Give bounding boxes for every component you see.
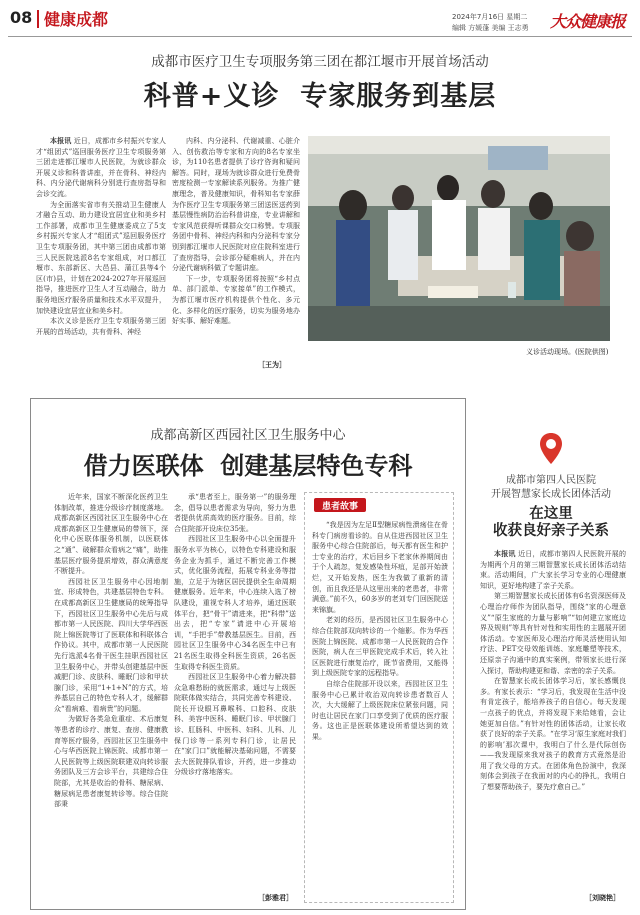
issue-editors: 编辑 方媛蓬 美编 王志勇	[452, 24, 529, 32]
patient-story-paragraph: 自综合住院部开设以来，西园社区卫生服务中心已累计收治双向转诊患者数百人次，大大缓解了上级医院床位紧张问题，同时也让居民在家门口享受到了优质的医疗服务。这也正是医联体建设所希望达到的效果。	[312, 679, 448, 741]
map-pin-icon	[538, 432, 564, 466]
article3-byline: ［刘晓艳］	[585, 893, 620, 902]
article3-paragraph: 近日，成都市第四人民医院开展的为期两个月的第三期智慧家长成长团体活动结束。活动期间，广大家长学习专业的心理健康知识，更好地构建了亲子关系。	[480, 550, 626, 590]
article2-paragraph: 西园社区卫生服务中心着力解决群众急难愁盼的就医需求，通过与上级医院联体做实结合，共同完善专科建设、院长开设眼耳鼻喉科、口腔科、皮肤科、美容中医科、睡眠门诊、甲状腺门诊、肛肠科、中医科、妇科、儿科、儿保门诊等一系列专科门诊，让居民在“家门口”就能解决基础问题，不需要去大医院排队看诊，开药，进一步推动分级诊疗落地落实。	[174, 673, 296, 777]
header-rule	[8, 36, 632, 37]
article1-title: 科普+义诊 专家服务到基层	[143, 81, 497, 112]
article2-paragraph: 西园社区卫生服务中心因地制宜、形成特色，共建基层特色专科。在成都高新区卫生健康局的统筹指导下，西园社区卫生服务中心先后与成都市第一人民医院、四川大学华西医院上锦医院等订了医联体和科联体合作协议。其中，成都市第一人民医院先行选派4名骨干医生挂职西园社区卫生服务中心，并带头创建基层中医减肥门诊、皮肤科、睡眠门诊和甲状腺门诊，采用“1+1+N”的方式，培养基层自己的特色专科人才，缓解群众“看病难、看病贵”的问题。	[54, 577, 168, 713]
article1-paragraph: 为全面落实省市有关推动卫生健康人才融合互动、助力建设宜居宜业和美乡村工作部署，成都市卫生健康委成立了5支乡村振兴专家人才“组团式”巡回服务医疗卫生专项服务团，其中第三团由成都市第三人民医院选派8名专家组成，对口都江堰市、东部新区、大邑县、蒲江县等4个区(市)县，计划在2024-2027年开展巡回指导，推进医疗卫生人才互动融合，助力服务地医疗服务质量和技术水平双提升，加快建设宜居宜业和美乡村。	[36, 200, 166, 315]
article2-column2	[174, 492, 296, 892]
article3-paragraph: 第三期智慧家长成长团体有6名资深医师及心理治疗师作为团队指导，围绕“家的心理意义”“原生家庭的力量与影响”“如何建立家庭边界及规则”等具有针对性和实用性的主题展开团体活动。专家医师及心理治疗师灵活使用认知疗法、PET交母效能训练、家庭雕塑等技术，还原亲子沟通中的真实案例，带领家长进行深入探讨，帮助构建更和谐、亲密的亲子关系。	[480, 592, 626, 675]
article2-paragraph: 承“患者至上，服务第一”的服务理念，倡导以患者需求为导向，努力为患者提供优质高效的医疗服务。目前，综合住院部开设床位35张。	[174, 493, 296, 533]
masthead-logo: 大众健康报	[550, 12, 626, 31]
article2-kicker: 成都高新区西园社区卫生服务中心	[150, 428, 346, 443]
article3-paragraph: 在智慧家长成长团体学习后，家长感慨良多。有家长表示：“学习后，我发现在生活中没有肯定孩子，能培养孩子的自信心。每天发现一点孩子的优点，并将发现下来给她看，会让她更加自信。”有针对性的团体活动，让家长收获了良好的亲子关系。“在学习‘原生家庭对我们的影响’那次课中，我明白了什么是代际创伤——我发现原来我对孩子的教育方式竟然是沿用了我父母的方式。在团体角色扮演中，我深刻体会到孩子在我面对的内心的挣扎，我明白了想要帮助孩子，要先疗愈自己。”	[480, 677, 626, 792]
article1-paragraph: 内科、内分泌科、代谢减重、心脏介入、创伤救治等专家和方向的8名专家坐诊，为110名患者提供了诊疗咨询和疑问解答。同时，现场为就诊群众进行免费骨密度检测一专家解读系列服务。为推广健康理念，普及健康知识，骨科知名专家薛为作医疗卫生专项服务第三团送医送药到基层慢性病防治治科普讲座，专业讲解和专家风范获得听课群众交口称赞。专项服务团中骨科、神经内科和内分泌科专家分别到都江堰市人民医院对应住院科室进行了查房指导，会诊部分疑难病人，并在内分泌代谢病科做了专题讲座。	[172, 137, 300, 273]
article2-paragraph: 近年来，国家不断深化医药卫生体制改革，推进分级诊疗制度落地。成都高新区西园社区卫生服务中心在成都高新区卫生健康局的带领下，深化中心医联体服务机制，以医联体之“通”、破解群众看病之“痛”，助推基层医疗服务提质增效，群众满意度不断提升。	[54, 493, 168, 576]
section-name: 健康成都	[44, 10, 109, 29]
header-divider	[37, 10, 39, 28]
article3-title: 在这里 收获良好亲子关系	[493, 505, 609, 539]
article2-paragraph: 西园社区卫生服务中心以全面提升服务水平为核心，以特色专科建设和服务企业为抓手，通过不断完善工作模式，优化服务流程，拓展专科业务等措施，立足于为辖区居民提供全生命周期健康服务。近年来，中心连续入选了榜队建设，重视专科人才培养，通过医联体平台，把“骨干”请进来，把“科带”送出去，把“专家”请进中心开展培训，“手把手”带教基层医生。目前，西园社区卫生服务中心34名医生中已有21名医生取得全科医生资质，26名医生取得专科医生资质。	[174, 535, 296, 671]
article2-byline: ［彭雅君］	[258, 893, 293, 902]
article1-photo-caption: 义诊活动现场。(医院供图)	[526, 348, 609, 356]
article3-lead: 本报讯	[494, 549, 516, 558]
article1-byline: ［王为］	[258, 360, 286, 369]
article1-column2	[172, 136, 300, 364]
article1-photo	[308, 136, 610, 341]
patient-story-text	[312, 520, 448, 898]
patient-story-paragraph: 老刘的经历，是西园社区卫生服务中心综合住院部双向转诊的一个缩影。作为华西医院上锦医院、成都市第一人民医院的合作医院，病人在三甲医院完成手术后，转入社区医院进行康复治疗，既节省费用，又能得到上级医院专家的远程指导。	[312, 616, 448, 678]
article1-paragraph: 本次义诊是医疗卫生专项服务第三团开展的首场活动，共有骨科、神经	[36, 317, 166, 336]
article1-paragraph: 近日，成都市乡村振兴专家人才“组团式”巡回服务医疗卫生专项服务第三团走进都江堰市人民医院，为就诊群众开展义诊和科普讲座，并在骨科、神经内科、内分泌代谢病科分别进行查房指导和会诊交流。	[36, 137, 166, 198]
article2-column1	[54, 492, 168, 902]
page-number: 08	[10, 8, 33, 27]
patient-story-paragraph: “我是因为左足Ⅱ型糖尿病性溃疡住在骨科专门病房看诊的。自从住进西园社区卫生服务中心综合住院部后，每天都有医生和护士专业的治疗，术后回乡下老家休养期间由于个人疏忽，复发感染性坏疽，足部开始溃烂，又开始发热，医生为我做了重新的清创，而且我还是从这里出来的老患者，非常满意。”前不久，60多岁的老刘专门回医院送来锦旗。	[312, 521, 448, 614]
article1-paragraph: 下一步，专项服务团将按照“乡村点单、部门派单、专家接单”的工作模式，为都江堰市医疗机构提供个性化、多元化、多样化的医疗服务，切实为服务地办好实事、解好难题。	[172, 274, 300, 326]
article1-kicker: 成都市医疗卫生专项服务第三团在都江堰市开展首场活动	[151, 54, 489, 70]
clinic-photo-illustration	[308, 136, 610, 341]
issue-date: 2024年7月16日 星期二	[452, 13, 528, 21]
article2-title: 借力医联体 创建基层特色专科	[83, 451, 413, 480]
article3-body	[480, 549, 626, 889]
article2-paragraph: 为做好各类急危重症、术后康复等患者的诊疗、康复、查房、健康教育等医疗服务，西园社区卫生服务中心与华西医院上锦医院、成都市第一人民医院等上级医院联建双向转诊服务团队及三方会诊平台，共建综合住院部，尤其是收治的骨科、糖尿病、糖尿病足患者康复转诊等。综合住院部秉	[54, 715, 168, 809]
article1-lead: 本报讯	[50, 136, 72, 145]
article1-column1	[36, 136, 166, 381]
article3-kicker: 成都市第四人民医院 开展智慧家长成长团体活动	[491, 475, 611, 500]
patient-story-badge-label: 患者故事	[321, 502, 358, 512]
